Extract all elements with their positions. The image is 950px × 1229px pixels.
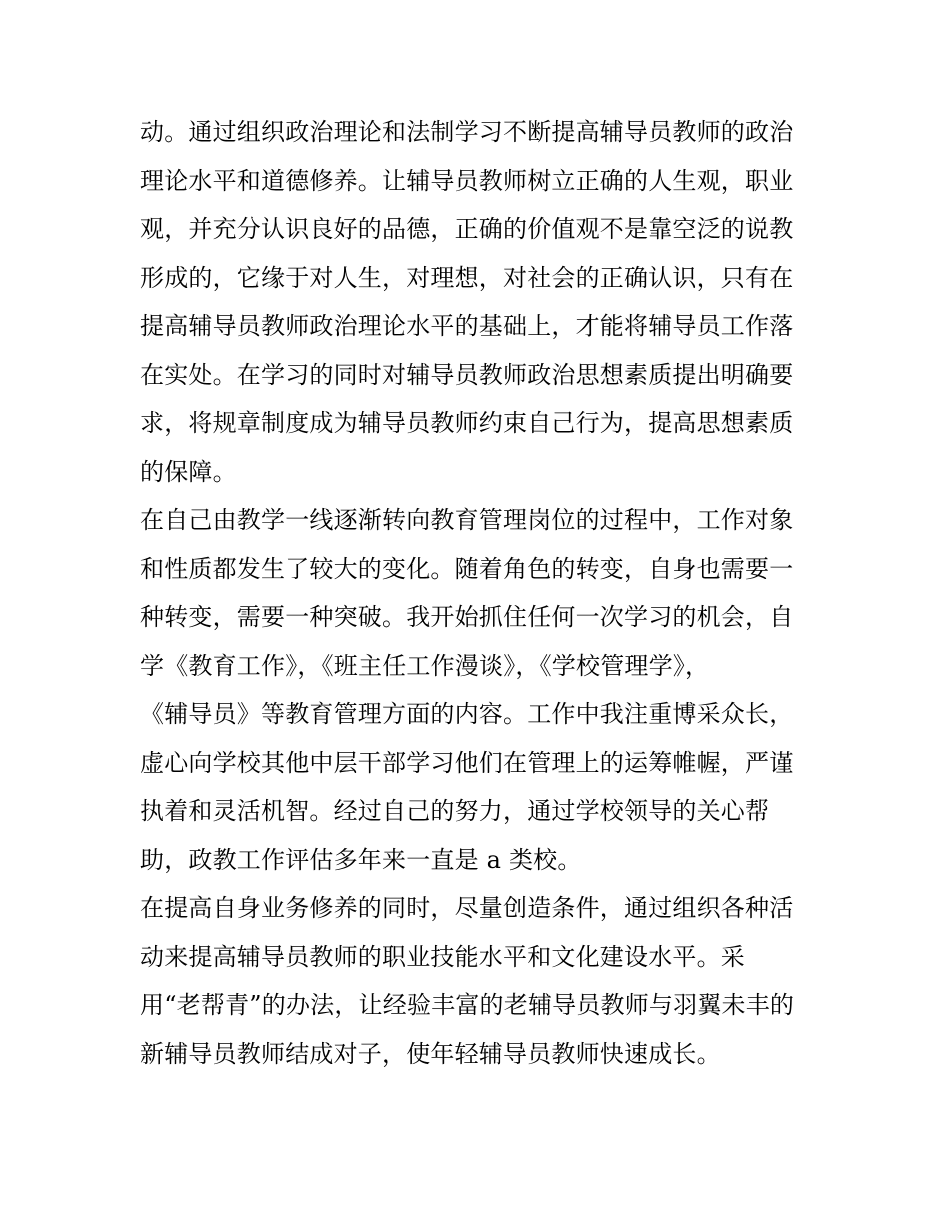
text-line: 虚心向学校其他中层干部学习他们在管理上的运筹帷幄，严谨 xyxy=(140,748,794,777)
text-line: 理论水平和道德修养。让辅导员教师树立正确的人生观，职业 xyxy=(140,166,794,195)
text-line: 提高辅导员教师政治理论水平的基础上，才能将辅导员工作落 xyxy=(140,312,794,340)
text-line: 形成的，它缘于对人生，对理想，对社会的正确认识，只有在 xyxy=(140,263,794,292)
text-line: 执着和灵活机智。经过自己的努力，通过学校领导的关心帮 xyxy=(140,797,770,825)
text-line: 求，将规章制度成为辅导员教师约束自己行为，提高思想素质 xyxy=(140,409,794,437)
text-line: 动来提高辅导员教师的职业技能水平和文化建设水平。采 xyxy=(140,942,745,971)
text-line: 和性质都发生了较大的变化。随着角色的转变，自身也需要一 xyxy=(140,554,794,583)
text-line: 学《教育工作》，《班主任工作漫谈》，《学校管理学》， xyxy=(140,651,710,680)
text-line: 的保障。 xyxy=(140,457,237,486)
text-line: 在实处。在学习的同时对辅导员教师政治思想素质提出明确要 xyxy=(140,360,794,389)
text-line: 新辅导员教师结成对子，使年轻辅导员教师快速成长。 xyxy=(140,1039,721,1068)
text-line: 《辅导员》等教育管理方面的内容。工作中我注重博采众长， xyxy=(140,700,794,728)
text-line: 在提高自身业务修养的同时，尽量创造条件，通过组织各种活 xyxy=(140,894,794,922)
text-line: 在自己由教学一线逐渐转向教育管理岗位的过程中，工作对象 xyxy=(140,506,794,534)
text-line: 观，并充分认识良好的品德，正确的价值观不是靠空泛的说教 xyxy=(140,215,794,243)
text-line: 用“老帮青”的办法，让经验丰富的老辅导员教师与羽翼未丰的 xyxy=(140,991,795,1019)
body-text xyxy=(140,108,830,1078)
text-line: 助，政教工作评估多年来一直是 a 类校。 xyxy=(140,845,582,874)
text-line: 种转变，需要一种突破。我开始抓住任何一次学习的机会，自 xyxy=(140,603,794,631)
text-line: 动。通过组织政治理论和法制学习不断提高辅导员教师的政治 xyxy=(140,118,794,146)
